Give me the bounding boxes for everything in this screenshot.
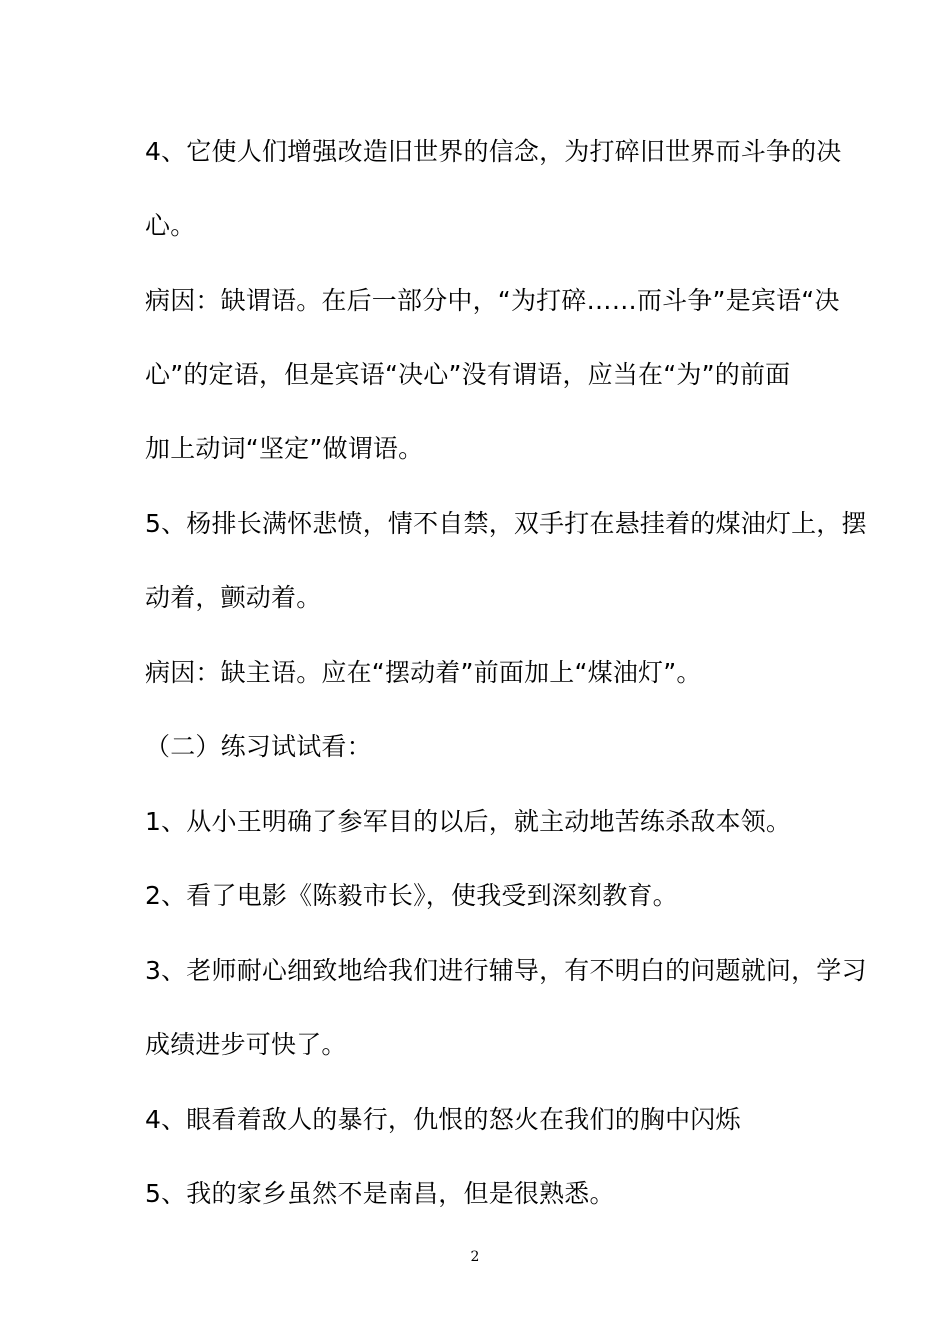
text-line: 2、看了电影《陈毅市长》，使我受到深刻教育。 [145,881,678,910]
text-line: 心。 [145,211,196,240]
text-line: 5、我的家乡虽然不是南昌，但是很熟悉。 [145,1179,615,1208]
text-line: 动着，颤动着。 [145,583,322,612]
text-line: 4、它使人们增强改造旧世界的信念，为打碎旧世界而斗争的决 [145,137,842,166]
text-line: 加上动词“坚定”做谓语。 [145,434,424,463]
text-line: 病因：缺主语。应在“摆动着”前面加上“煤油灯”。 [145,658,702,687]
text-line: 成绩进步可快了。 [145,1030,347,1059]
section-heading: （二）练习试试看： [145,732,372,761]
text-line: 病因：缺谓语。在后一部分中，“为打碎……而斗争”是宾语“决 [145,286,840,315]
text-line: 3、老师耐心细致地给我们进行辅导，有不明白的问题就问，学习 [145,956,867,985]
text-line: 心”的定语，但是宾语“决心”没有谓语，应当在“为”的前面 [145,360,791,389]
text-line: 1、从小王明确了参军目的以后，就主动地苦练杀敌本领。 [145,807,792,836]
text-line: 4、眼看着敌人的暴行，仇恨的怒火在我们的胸中闪烁 [145,1105,741,1134]
text-line: 5、杨排长满怀悲愤，情不自禁，双手打在悬挂着的煤油灯上，摆 [145,509,867,538]
page-number: 2 [470,1249,480,1265]
